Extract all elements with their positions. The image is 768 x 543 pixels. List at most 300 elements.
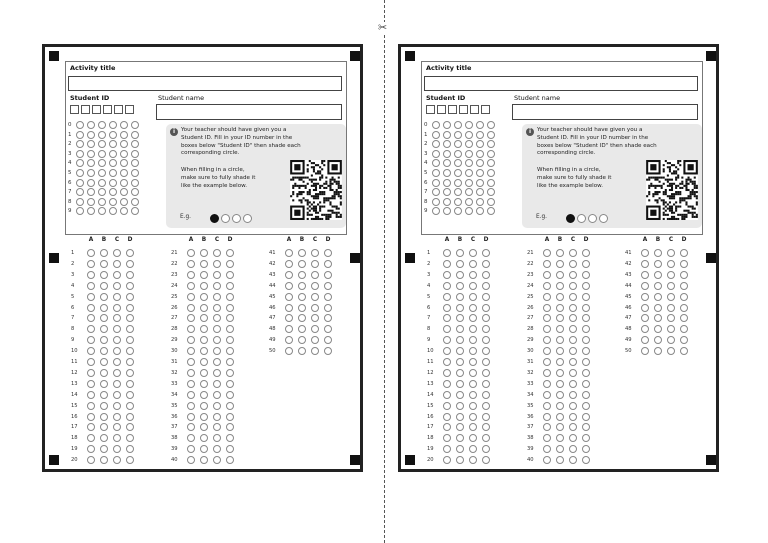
student-id-row (68, 188, 148, 198)
id-bubble (98, 140, 106, 148)
answer-bubble (482, 391, 490, 399)
answer-bubble (298, 347, 306, 355)
answer-bubble (543, 304, 551, 312)
answer-bubble (200, 336, 208, 344)
answer-bubble (113, 336, 121, 344)
answer-bubble (443, 325, 451, 333)
example-label: E.g. (536, 214, 548, 220)
id-bubble (87, 207, 95, 215)
answer-bubble (482, 456, 490, 464)
id-bubble (76, 179, 84, 187)
id-bubble (87, 140, 95, 148)
question-number: 28 (171, 326, 178, 333)
answer-bubble (213, 369, 221, 377)
answer-bubble (187, 347, 195, 355)
id-bubble (98, 198, 106, 206)
alignment-mark (405, 51, 415, 61)
id-bubble (476, 140, 484, 148)
instruction-text: When filling in a circle, (537, 167, 601, 173)
answer-bubble (113, 325, 121, 333)
student-id-row (424, 198, 504, 208)
id-bubble (76, 121, 84, 129)
id-bubble (443, 140, 451, 148)
answer-bubble (469, 391, 477, 399)
answer-bubble (87, 423, 95, 431)
option-header: B (201, 237, 207, 243)
id-bubble (131, 140, 139, 148)
student-id-digit-box (125, 105, 134, 114)
answer-bubble (285, 249, 293, 257)
question-number: 33 (171, 380, 178, 387)
activity-title-label: Activity title (70, 64, 116, 72)
answer-bubble (87, 293, 95, 301)
question-number: 13 (71, 380, 78, 387)
answer-bubble (469, 249, 477, 257)
answer-bubble (226, 369, 234, 377)
question-number: 11 (71, 359, 78, 365)
answer-bubble (456, 282, 464, 290)
answer-bubble (456, 249, 464, 257)
example-bubble (232, 214, 241, 223)
option-header: B (299, 237, 305, 243)
question-number: 19 (71, 446, 78, 453)
id-bubble (87, 159, 95, 167)
scissors-icon: ✂ (378, 21, 388, 34)
option-header: C (214, 237, 220, 243)
id-bubble (476, 188, 484, 196)
answer-bubble (543, 249, 551, 257)
answer-bubble (200, 271, 208, 279)
alignment-mark (350, 51, 360, 61)
answer-bubble (569, 249, 577, 257)
answer-bubble (543, 445, 551, 453)
question-number: 17 (427, 424, 434, 431)
answer-bubble (443, 434, 451, 442)
option-header: C (312, 237, 318, 243)
question-number: 41 (269, 250, 276, 256)
question-number: 19 (427, 446, 434, 453)
id-bubble (454, 198, 462, 206)
answer-bubble (113, 402, 121, 410)
question-number: 27 (527, 315, 534, 322)
question-number: 35 (171, 402, 178, 409)
alignment-mark (706, 51, 716, 61)
option-header: B (457, 237, 463, 243)
answer-bubble (456, 358, 464, 366)
answer-bubble (582, 369, 590, 377)
id-bubble (443, 179, 451, 187)
answer-bubble (569, 402, 577, 410)
answer-bubble (667, 314, 675, 322)
answer-bubble (113, 434, 121, 442)
answer-bubble (443, 336, 451, 344)
id-bubble (87, 150, 95, 158)
answer-bubble (324, 249, 332, 257)
answer-bubble (126, 304, 134, 312)
answer-bubble (311, 249, 319, 257)
id-bubble (443, 188, 451, 196)
student-id-row (68, 140, 148, 150)
answer-bubble (213, 402, 221, 410)
question-number: 30 (171, 348, 178, 355)
answer-bubble (187, 358, 195, 366)
question-number: 23 (527, 271, 534, 278)
id-bubble (131, 198, 139, 206)
answer-bubble (100, 456, 108, 464)
answer-bubble (200, 391, 208, 399)
question-number: 48 (625, 326, 632, 333)
student-id-row (68, 131, 148, 141)
id-bubble (443, 150, 451, 158)
answer-bubble (667, 293, 675, 301)
answer-bubble (469, 282, 477, 290)
answer-bubble (456, 434, 464, 442)
id-bubble (476, 198, 484, 206)
question-number: 15 (427, 402, 434, 409)
id-bubble (465, 188, 473, 196)
id-bubble (465, 131, 473, 139)
answer-bubble (200, 282, 208, 290)
id-bubble (76, 159, 84, 167)
answer-bubble (654, 249, 662, 257)
question-number: 40 (527, 457, 534, 464)
question-number: 25 (527, 293, 534, 300)
answer-bubble (213, 380, 221, 388)
answer-bubble (443, 260, 451, 268)
answer-bubble (87, 445, 95, 453)
student-id-row (424, 121, 504, 131)
student-id-row (424, 169, 504, 179)
answer-bubble (100, 347, 108, 355)
answer-bubble (324, 314, 332, 322)
id-bubble (131, 188, 139, 196)
question-number: 47 (269, 315, 276, 322)
answer-bubble (582, 358, 590, 366)
answer-bubble (582, 336, 590, 344)
example-bubble (577, 214, 586, 223)
digit-label: 3 (68, 150, 72, 157)
answer-bubble (680, 249, 688, 257)
answer-bubble (113, 369, 121, 377)
answer-bubble (469, 456, 477, 464)
answer-bubble (100, 358, 108, 366)
digit-label: 0 (68, 122, 72, 128)
instruction-text: make sure to fully shade it (537, 174, 612, 181)
answer-bubble (187, 282, 195, 290)
answer-bubble (213, 249, 221, 257)
answer-bubble (311, 325, 319, 333)
answer-bubble (187, 325, 195, 333)
sheet-header (65, 61, 347, 235)
id-bubble (454, 188, 462, 196)
answer-bubble (543, 282, 551, 290)
id-bubble (87, 188, 95, 196)
answer-bubble (582, 423, 590, 431)
answer-bubble (482, 413, 490, 421)
answer-bubble (226, 271, 234, 279)
student-name-field (156, 104, 342, 120)
option-header: B (655, 237, 661, 243)
answer-bubble (87, 260, 95, 268)
option-header: C (668, 237, 674, 243)
question-number: 15 (71, 402, 78, 409)
id-bubble (432, 188, 440, 196)
question-number: 4 (71, 282, 75, 289)
id-bubble (131, 207, 139, 215)
answer-bubble (113, 260, 121, 268)
answer-bubble (113, 271, 121, 279)
id-bubble (487, 169, 495, 177)
answer-bubble (200, 456, 208, 464)
student-id-digit-box (459, 105, 468, 114)
answer-bubble (654, 260, 662, 268)
instruction-text: like the example below. (181, 182, 247, 189)
id-bubble (443, 169, 451, 177)
question-number: 23 (171, 271, 178, 278)
answer-bubble (680, 293, 688, 301)
id-bubble (487, 159, 495, 167)
answer-bubble (285, 293, 293, 301)
question-number: 5 (71, 293, 75, 300)
id-bubble (432, 131, 440, 139)
answer-bubble (641, 282, 649, 290)
answer-bubble (311, 293, 319, 301)
id-bubble (454, 150, 462, 158)
id-bubble (487, 188, 495, 196)
answer-bubble (569, 347, 577, 355)
id-bubble (465, 140, 473, 148)
id-bubble (98, 121, 106, 129)
id-bubble (109, 159, 117, 167)
answer-bubble (298, 282, 306, 290)
answer-bubble (200, 402, 208, 410)
id-bubble (76, 207, 84, 215)
id-bubble (487, 198, 495, 206)
answer-bubble (582, 445, 590, 453)
id-bubble (454, 159, 462, 167)
answer-bubble (469, 304, 477, 312)
answer-bubble (582, 413, 590, 421)
answer-bubble (543, 402, 551, 410)
answer-bubble (556, 369, 564, 377)
answer-bubble (654, 347, 662, 355)
answer-bubble (213, 325, 221, 333)
id-bubble (87, 179, 95, 187)
answer-bubble (482, 314, 490, 322)
id-bubble (432, 121, 440, 129)
answer-bubble (456, 413, 464, 421)
answer-bubble (87, 325, 95, 333)
question-number: 27 (171, 315, 178, 322)
question-number: 6 (71, 304, 75, 311)
answer-bubble (456, 380, 464, 388)
answer-bubble (213, 304, 221, 312)
answer-bubble (100, 304, 108, 312)
answer-bubble (543, 271, 551, 279)
answer-bubble (556, 336, 564, 344)
answer-bubble (482, 336, 490, 344)
answer-bubble (456, 271, 464, 279)
answer-bubble (324, 293, 332, 301)
answer-bubble (482, 445, 490, 453)
question-number: 41 (625, 250, 632, 256)
id-bubble (476, 169, 484, 177)
alignment-mark (706, 253, 716, 263)
answer-bubble (311, 282, 319, 290)
activity-title-field (424, 76, 698, 91)
question-number: 38 (171, 435, 178, 442)
id-bubble (465, 198, 473, 206)
answer-bubble (113, 423, 121, 431)
answer-bubble (324, 271, 332, 279)
answer-bubble (569, 391, 577, 399)
question-number: 3 (427, 271, 431, 278)
digit-label: 1 (424, 131, 428, 138)
answer-bubble (667, 282, 675, 290)
id-bubble (465, 207, 473, 215)
answer-bubble (443, 413, 451, 421)
answer-bubble (443, 456, 451, 464)
answer-bubble (187, 380, 195, 388)
answer-bubble (443, 402, 451, 410)
answer-bubble (226, 347, 234, 355)
id-bubble (487, 207, 495, 215)
instruction-text: Student ID. Fill in your ID number in the (537, 134, 649, 141)
question-number: 5 (427, 293, 431, 300)
answer-bubble (641, 271, 649, 279)
answer-bubble (213, 271, 221, 279)
answer-bubble (569, 434, 577, 442)
option-header: A (444, 237, 450, 243)
answer-bubble (100, 369, 108, 377)
question-number: 8 (427, 326, 431, 333)
answer-bubble (456, 369, 464, 377)
answer-bubble (100, 336, 108, 344)
option-header: D (325, 237, 331, 243)
id-bubble (76, 169, 84, 177)
answer-bubble (543, 413, 551, 421)
answer-bubble (569, 358, 577, 366)
question-number: 42 (269, 260, 276, 267)
answer-bubble (569, 271, 577, 279)
answer-bubble (113, 249, 121, 257)
answer-bubble (556, 402, 564, 410)
answer-bubble (556, 304, 564, 312)
option-header: B (101, 237, 107, 243)
answer-bubble (298, 304, 306, 312)
student-id-digit-box (470, 105, 479, 114)
answer-bubble (187, 369, 195, 377)
id-bubble (87, 131, 95, 139)
id-bubble (120, 150, 128, 158)
option-header: A (286, 237, 292, 243)
student-id-digit-box (448, 105, 457, 114)
question-number: 44 (269, 282, 276, 289)
answer-sheet (398, 44, 719, 472)
question-number: 32 (171, 369, 178, 376)
answer-bubble (556, 358, 564, 366)
alignment-mark (49, 51, 59, 61)
question-number: 47 (625, 315, 632, 322)
answer-bubble (200, 445, 208, 453)
answer-bubble (226, 325, 234, 333)
answer-bubble (582, 304, 590, 312)
answer-bubble (582, 325, 590, 333)
question-number: 10 (71, 348, 78, 355)
answer-bubble (456, 402, 464, 410)
answer-bubble (556, 434, 564, 442)
answer-bubble (226, 336, 234, 344)
answer-bubble (226, 293, 234, 301)
answer-bubble (87, 391, 95, 399)
answer-bubble (667, 347, 675, 355)
id-bubble (109, 150, 117, 158)
instructions-panel (522, 124, 702, 228)
id-bubble (109, 207, 117, 215)
answer-bubble (556, 456, 564, 464)
answer-bubble (543, 391, 551, 399)
question-number: 36 (171, 413, 178, 420)
answer-bubble (582, 282, 590, 290)
answer-bubble (213, 445, 221, 453)
question-number: 6 (427, 304, 431, 311)
answer-bubble (87, 358, 95, 366)
answer-bubble (100, 391, 108, 399)
option-header: C (570, 237, 576, 243)
answer-bubble (87, 402, 95, 410)
answer-bubble (113, 347, 121, 355)
answer-bubble (456, 423, 464, 431)
answer-bubble (226, 304, 234, 312)
answer-bubble (213, 358, 221, 366)
answer-bubble (543, 314, 551, 322)
answer-bubble (641, 249, 649, 257)
answer-bubble (680, 325, 688, 333)
answer-bubble (324, 260, 332, 268)
id-bubble (131, 150, 139, 158)
answer-bubble (556, 271, 564, 279)
answer-bubble (226, 434, 234, 442)
student-id-digit-box (114, 105, 123, 114)
option-header: D (483, 237, 489, 243)
answer-bubble (543, 358, 551, 366)
question-number: 1 (427, 250, 431, 256)
answer-bubble (226, 423, 234, 431)
answer-bubble (556, 260, 564, 268)
answer-bubble (456, 347, 464, 355)
answer-bubble (641, 336, 649, 344)
alignment-mark (49, 455, 59, 465)
answer-bubble (569, 336, 577, 344)
option-header: D (681, 237, 687, 243)
answer-bubble (482, 358, 490, 366)
answer-bubble (213, 434, 221, 442)
question-number: 30 (527, 348, 534, 355)
answer-bubble (113, 380, 121, 388)
question-number: 50 (625, 348, 632, 355)
digit-label: 6 (424, 179, 428, 186)
answer-bubble (443, 380, 451, 388)
answer-bubble (87, 413, 95, 421)
student-id-row (424, 159, 504, 169)
question-number: 34 (171, 391, 178, 398)
digit-label: 8 (424, 198, 428, 205)
id-bubble (432, 140, 440, 148)
question-number: 1 (71, 250, 75, 256)
answer-bubble (443, 358, 451, 366)
answer-bubble (311, 336, 319, 344)
answer-bubble (556, 347, 564, 355)
